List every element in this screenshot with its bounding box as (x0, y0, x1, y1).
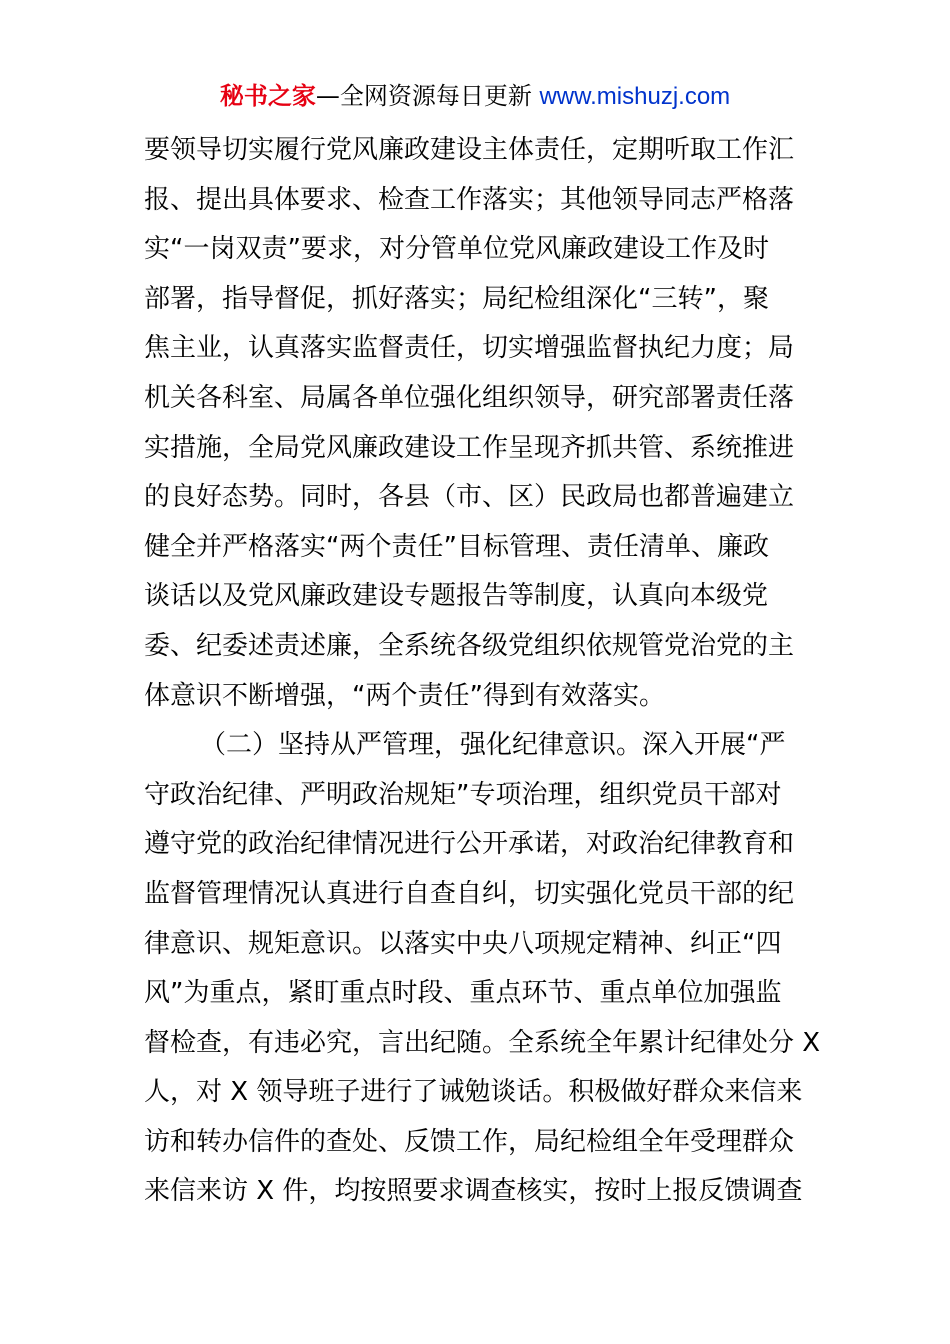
text-line: 风”为重点，紧盯重点时段、重点环节、重点单位加强监 (144, 978, 782, 1009)
text-line: 守政治纪律、严明政治规矩”专项治理，组织党员干部对 (144, 779, 782, 810)
text-line: 报、提出具体要求、检查工作落实；其他领导同志严格落 (144, 184, 795, 215)
text-line: 部署，指导督促，抓好落实；局纪检组深化“三转”，聚 (144, 283, 769, 314)
section-heading-line: （二）坚持从严管理，强化纪律意识。深入开展“严 (200, 730, 786, 761)
text-line: 要领导切实履行党风廉政建设主体责任，定期听取工作汇 (144, 135, 795, 165)
document-body (144, 126, 824, 1217)
text-line: 委、纪委述责述廉，全系统各级党组织依规管党治党的主 (144, 630, 795, 661)
text-line: 人，对 X 领导班子进行了诫勉谈话。积极做好群众来信来 (144, 1077, 803, 1108)
text-line: 体意识不断增强，“两个责任”得到有效落实。 (144, 680, 665, 711)
text-line: 遵守党的政治纪律情况进行公开承诺，对政治纪律教育和 (144, 829, 795, 860)
text-line: 督检查，有违必究，言出纪随。全系统全年累计纪律处分 X (144, 1027, 821, 1058)
site-url-link[interactable]: www.mishuzj.com (539, 83, 731, 110)
text-line: 访和转办信件的查处、反馈工作，局纪检组全年受理群众 (144, 1126, 795, 1157)
site-tagline: —全网资源每日更新 (315, 82, 532, 110)
text-line: 的良好态势。同时，各县（市、区）民政局也都普遍建立 (144, 482, 795, 513)
text-line: 实措施，全局党风廉政建设工作呈现齐抓共管、系统推进 (144, 432, 795, 463)
text-line: 谈话以及党风廉政建设专题报告等制度，认真向本级党 (144, 581, 769, 612)
site-brand: 秘书之家 (219, 82, 316, 110)
text-line: 来信来访 X 件，均按照要求调查核实，按时上报反馈调查 (144, 1176, 803, 1207)
text-line: 监督管理情况认真进行自查自纠，切实强化党员干部的纪 (144, 878, 795, 909)
text-line: 健全并严格落实“两个责任”目标管理、责任清单、廉政 (144, 531, 769, 562)
text-line: 实“一岗双责”要求，对分管单位党风廉政建设工作及时 (144, 234, 769, 265)
text-line: 机关各科室、局属各单位强化组织领导，研究部署责任落 (144, 382, 795, 413)
site-header (0, 80, 950, 113)
text-line: 焦主业，认真落实监督责任，切实增强监督执纪力度；局 (144, 333, 795, 364)
text-line: 律意识、规矩意识。以落实中央八项规定精神、纠正“四 (144, 928, 782, 959)
